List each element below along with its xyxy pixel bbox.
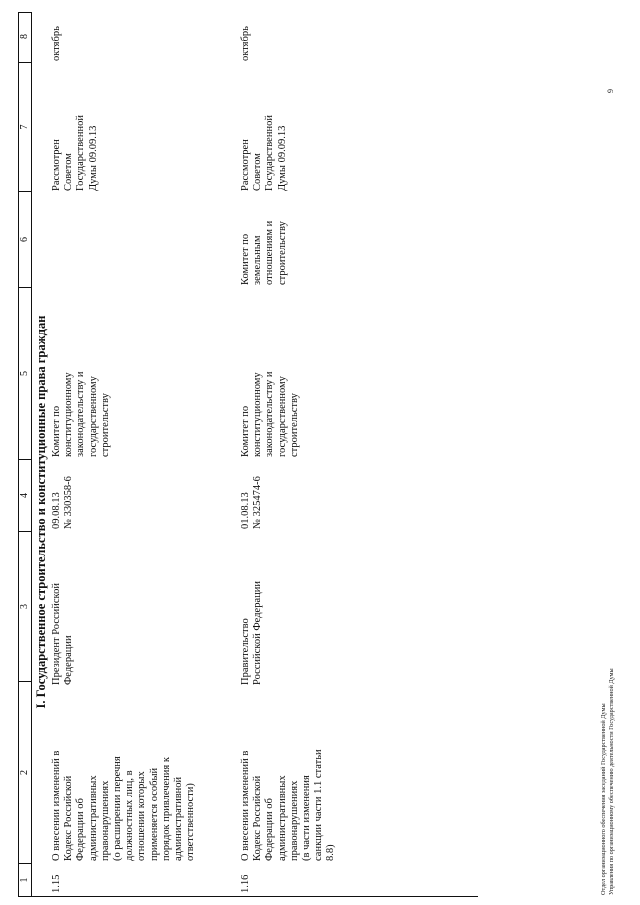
section-title: I. Государственное строительство и конституционные права граждан: [34, 315, 48, 709]
column-header-1: 1: [19, 863, 31, 896]
table-left-border: [18, 896, 478, 897]
row-number: 1.16: [240, 874, 251, 893]
bill-status: Рассмотрен Советом Государственной Думы 09.09.13: [51, 115, 99, 191]
page-number: 9: [606, 89, 615, 93]
bills-table: [18, 12, 598, 897]
responsible-committee: Комитет по конституционному законодательству и государственному строительству: [51, 371, 111, 457]
column-header-4: 4: [19, 459, 31, 531]
bill-title: О внесении изменений в Кодекс Российской Федерации об административных правонарушениях (о расширении перечня должностных лиц, в отношении которых применяется особый порядок привлечения к административной ответственности): [51, 750, 197, 861]
bill-status: Рассмотрен Советом Государственной Думы 09.09.13: [240, 115, 288, 191]
column-header-2: 2: [19, 681, 31, 863]
footer: [600, 495, 616, 895]
column-header-7: 7: [19, 62, 31, 191]
column-header-3: 3: [19, 531, 31, 681]
column-header-6: 6: [19, 191, 31, 287]
footer-line-1: Отдел организационного обеспечения заседаний Государственной Думы: [600, 703, 607, 895]
row-number: 1.15: [51, 874, 62, 893]
footer-line-2: Управления по организационному обеспечению деятельности Государственной Думы: [608, 668, 615, 895]
bill-initiator: Президент Российской Федерации: [51, 583, 75, 685]
bill-title: О внесении изменений в Кодекс Российской Федерации об административных правонарушениях (в части изменения санкции части 1.1 статьи 8.8): [240, 749, 337, 861]
bill-registration: 09.08.13 № 330358-6: [51, 476, 75, 529]
column-header-5: 5: [19, 287, 31, 459]
responsible-committee: Комитет по конституционному законодательству и государственному строительству: [240, 371, 300, 457]
table-header-row: [18, 12, 32, 897]
bill-term: октябрь: [51, 26, 62, 61]
bill-registration: 01.08.13 № 325474-6: [240, 476, 264, 529]
bill-term: октябрь: [240, 26, 251, 61]
bill-initiator: Правительство Российской Федерации: [240, 581, 264, 685]
co-committee: Комитет по земельным отношениям и строительству: [240, 220, 288, 285]
column-header-8: 8: [19, 34, 30, 39]
